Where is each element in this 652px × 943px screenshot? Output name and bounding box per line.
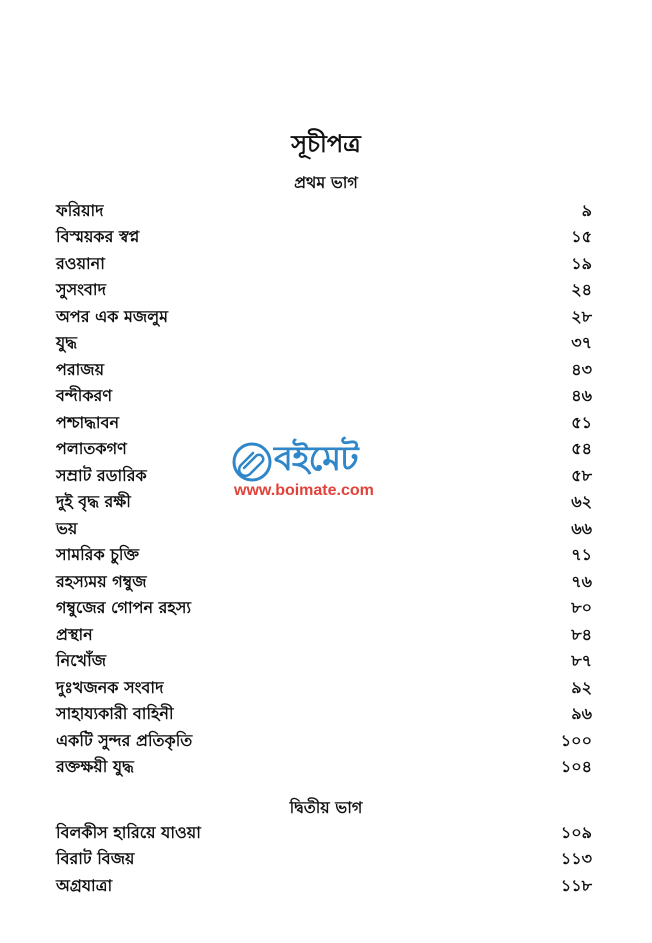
toc-row: [56, 251, 592, 278]
toc-entry-title: প্রস্থান: [56, 624, 93, 644]
part1-heading: প্রথম ভাগ: [294, 173, 358, 192]
toc-entry-title: সাহায্যকারী বাহিনী: [56, 704, 174, 724]
toc-entry-title: বিলকীস হারিয়ে যাওয়া: [56, 822, 201, 842]
toc-entry-page: ১১৩: [560, 849, 592, 869]
toc-row: [56, 847, 592, 874]
toc-entry-page: ১১৮: [560, 875, 592, 895]
toc-entry-title: রহস্যময় গম্বুজ: [56, 571, 147, 591]
toc-entry-page: ৫৮: [571, 465, 592, 485]
toc-entry-title: সুসংবাদ: [56, 280, 106, 300]
toc-row: [56, 357, 592, 384]
toc-entry-title: একটি সুন্দর প্রতিকৃতি: [56, 730, 193, 750]
toc-entry-page: ৭৬: [571, 571, 592, 591]
toc-entry-title: নিখোঁজ: [56, 651, 107, 671]
toc-row: [56, 410, 592, 437]
toc-row: [56, 755, 592, 782]
toc-entry-title: অপর এক মজলুম: [56, 306, 169, 326]
toc-row: [56, 873, 592, 900]
toc-row: [56, 728, 592, 755]
toc-entry-page: ১৯: [571, 253, 592, 273]
toc-entry-page: ৩৭: [571, 333, 592, 353]
toc-entry-title: পরাজয়: [56, 359, 105, 379]
part2-entries: [56, 820, 592, 900]
toc-row: [56, 820, 592, 847]
toc-entry-title: ভয়: [56, 518, 78, 538]
watermark: [232, 438, 422, 504]
toc-entry-page: ৭১: [571, 545, 592, 565]
toc-entry-title: পশ্চাদ্ধাবন: [56, 412, 120, 432]
toc-entry-title: বিরাট বিজয়: [56, 849, 135, 869]
toc-row: [56, 649, 592, 676]
toc-entry-page: ৪৩: [571, 359, 592, 379]
toc-entry-title: দুঃখজনক সংবাদ: [56, 677, 164, 697]
toc-entry-page: ১০০: [560, 730, 592, 750]
toc-entry-page: ৪৬: [571, 386, 592, 406]
paperclip-icon: [232, 442, 272, 482]
toc-entry-page: ৫১: [571, 412, 592, 432]
toc-row: [56, 622, 592, 649]
toc-entry-title: সম্রাট রডারিক: [56, 465, 147, 485]
watermark-url: www.boimate.com: [234, 482, 374, 499]
toc-entry-page: ৯: [581, 200, 592, 220]
toc-entry-title: রক্তক্ষয়ী যুদ্ধ: [56, 757, 134, 777]
toc-entry-title: গম্বুজের গোপন রহস্য: [56, 598, 192, 618]
toc-row: [56, 278, 592, 305]
toc-entry-page: ৬২: [571, 492, 592, 512]
toc-row: [56, 596, 592, 623]
toc-row: [56, 304, 592, 331]
toc-entry-title: পলাতকগণ: [56, 439, 127, 459]
toc-entry-title: দুই বৃদ্ধ রক্ষী: [56, 492, 131, 512]
toc-row: [56, 198, 592, 225]
toc-row: [56, 702, 592, 729]
toc-row: [56, 516, 592, 543]
toc-entry-title: অগ্রযাত্রা: [56, 875, 113, 895]
toc-entry-page: ১৫: [571, 227, 592, 247]
toc-row: [56, 331, 592, 358]
toc-entry-title: বিস্ময়কর স্বপ্ন: [56, 227, 140, 247]
toc-entry-page: ২৪: [571, 280, 592, 300]
toc-row: [56, 225, 592, 252]
toc-row: [56, 569, 592, 596]
toc-row: [56, 675, 592, 702]
toc-entry-title: সামরিক চুক্তি: [56, 545, 139, 565]
toc-entry-page: ৮০: [571, 598, 592, 618]
toc-entry-title: বন্দীকরণ: [56, 386, 112, 406]
toc-entry-page: ১০৯: [560, 822, 592, 842]
watermark-brand: বইমেট: [274, 439, 358, 479]
toc-entry-page: ৫৪: [571, 439, 592, 459]
toc-entry-page: ৬৬: [571, 518, 592, 538]
toc-entry-page: ১০৪: [560, 757, 592, 777]
toc-entry-page: ২৮: [571, 306, 592, 326]
toc-entry-page: ৮৪: [571, 624, 592, 644]
toc-entry-title: রওয়ানা: [56, 253, 105, 273]
part2-heading: দ্বিতীয় ভাগ: [289, 798, 363, 817]
toc-entry-page: ৯৬: [571, 704, 592, 724]
toc-entry-title: যুদ্ধ: [56, 333, 77, 353]
toc-row: [56, 543, 592, 570]
toc-entry-title: ফরিয়াদ: [56, 200, 104, 220]
toc-entry-page: ৯২: [571, 677, 592, 697]
page-title: সূচীপত্র: [291, 130, 361, 158]
toc-entry-page: ৮৭: [571, 651, 592, 671]
toc-row: [56, 384, 592, 411]
